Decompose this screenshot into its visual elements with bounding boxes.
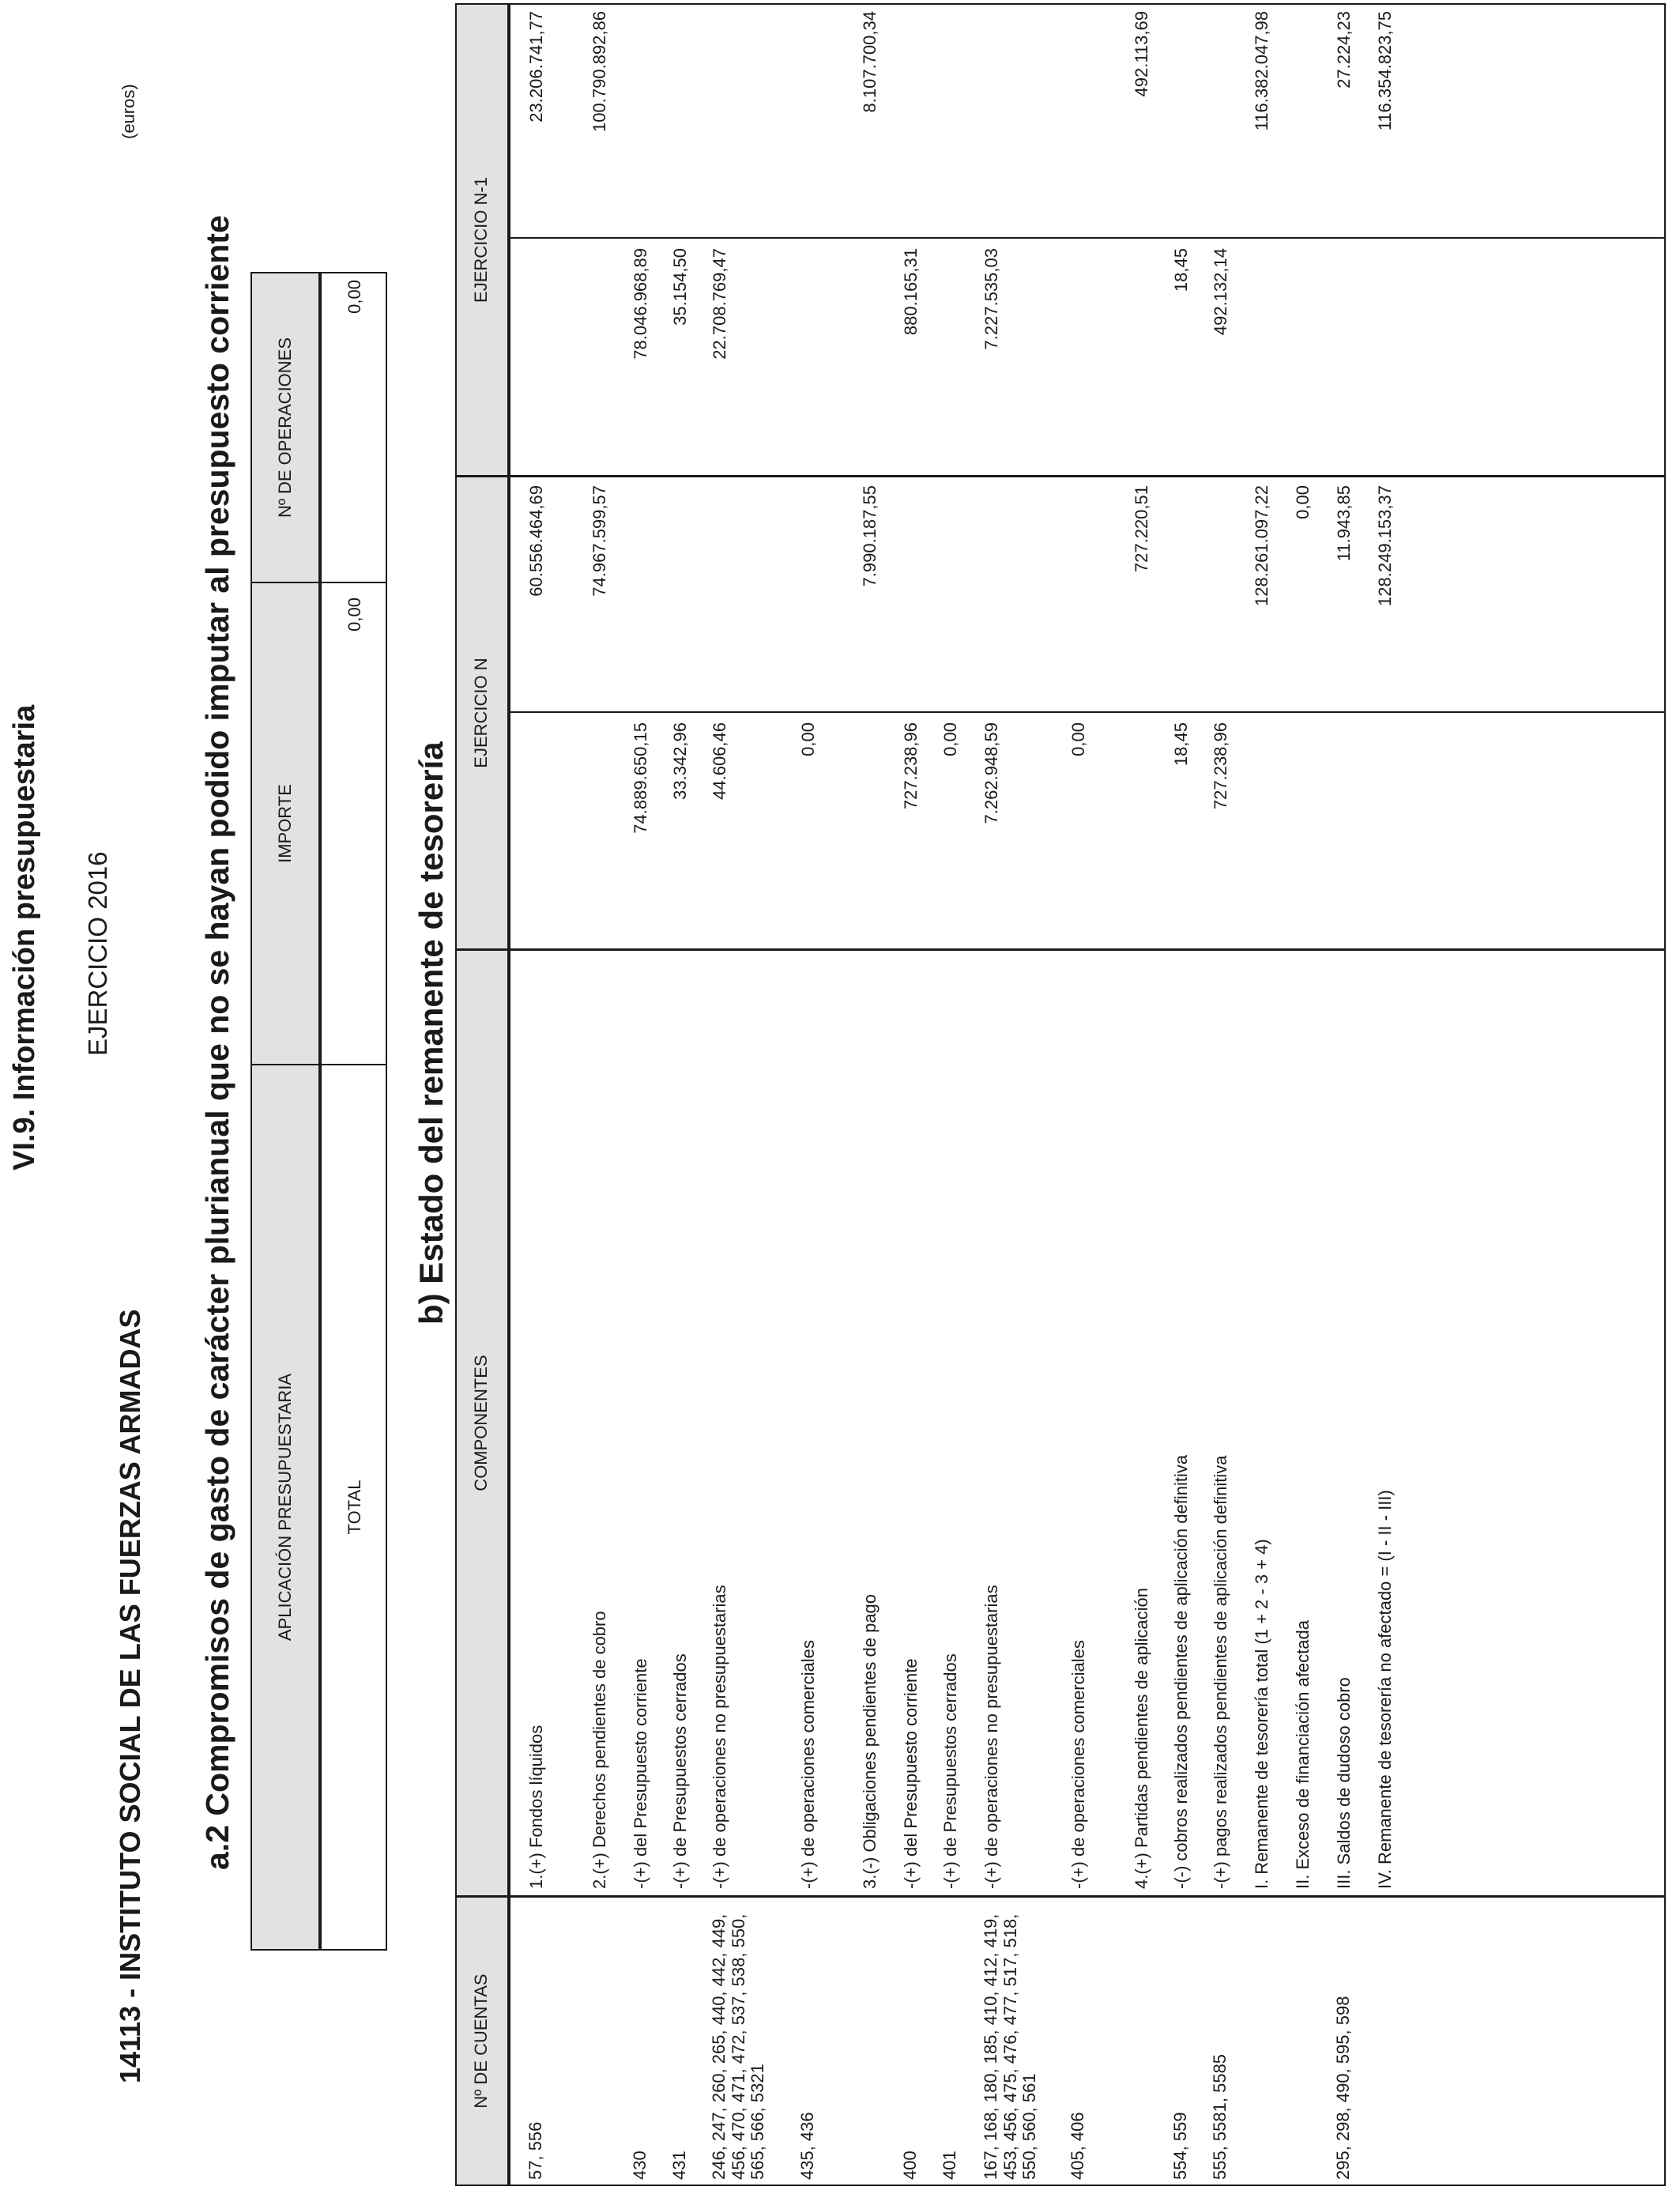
account-numbers: 555, 5581, 5585: [1210, 2053, 1230, 2180]
ejercicio-n-total: 0,00: [1293, 485, 1313, 519]
ejercicio-n-detail: 74.889.650,15: [631, 722, 650, 834]
ejercicio-n1-total: 100.790.892,86: [590, 11, 609, 132]
account-numbers: 401: [940, 2151, 959, 2180]
ejercicio-n-detail: 727.238,96: [1211, 722, 1230, 810]
col-operaciones: Nº DE OPERACIONES: [275, 337, 295, 518]
ejercicio-n-detail: 0,00: [1068, 722, 1088, 756]
ejercicio-n1-total: 23.206.741,77: [526, 11, 546, 123]
col-ejercicio-n: EJERCICIO N: [471, 658, 491, 768]
total-operaciones: 0,00: [345, 280, 364, 314]
component-label: -(+) del Presupuesto corriente: [631, 1658, 650, 1889]
total-importe: 0,00: [345, 598, 364, 631]
ejercicio-n-total: 128.249.153,37: [1375, 485, 1395, 606]
ejercicio-n-detail: 0,00: [798, 722, 818, 756]
component-label: -(+) de operaciones no presupuestarias: [981, 1585, 1001, 1889]
ejercicio-n1-total: 8.107.700,34: [860, 11, 880, 113]
component-label: I. Remanente de tesorería total (1 + 2 - 3 + 4): [1252, 1539, 1271, 1889]
account-numbers: 430: [630, 2151, 650, 2180]
component-label: -(+) de operaciones no presupuestarias: [710, 1585, 729, 1889]
account-numbers: 246, 247, 260, 265, 440, 442, 449, 456, 470, 471, 472, 537, 538, 550, 565, 566, 5321: [709, 1913, 768, 2180]
component-label: -(+) de Presupuestos cerrados: [940, 1653, 960, 1889]
component-label: 4.(+) Partidas pendientes de aplicación: [1132, 1588, 1151, 1889]
ejercicio-n-detail: 727.238,96: [901, 722, 921, 810]
ejercicio-n1-detail: 78.046.968,89: [631, 248, 650, 360]
component-label: 3.(-) Obligaciones pendientes de pago: [860, 1593, 880, 1889]
col-aplicacion: APLICACIÓN PRESUPUESTARIA: [275, 1373, 295, 1642]
ejercicio-n1-detail: 35.154,50: [670, 248, 690, 326]
col-componentes: COMPONENTES: [471, 1355, 491, 1491]
component-label: II. Exceso de financiación afectada: [1293, 1620, 1313, 1889]
fiscal-year: EJERCICIO 2016: [83, 851, 112, 1056]
account-numbers: 295, 298, 490, 595, 598: [1333, 1996, 1353, 2180]
ejercicio-n1-detail: 492.132,14: [1211, 248, 1230, 336]
account-numbers: 167, 168, 180, 185, 410, 412, 419, 453, 456, 475, 476, 477, 517, 518, 550, 560, 561: [981, 1913, 1040, 2180]
section-a-title: a.2 Compromisos de gasto de carácter plurianual que no se hayan podido imputar al presupuesto corriente: [199, 215, 235, 1870]
ejercicio-n-detail: 7.262.948,59: [981, 722, 1001, 824]
ejercicio-n1-detail: 7.227.535,03: [981, 248, 1001, 350]
ejercicio-n-total: 74.967.599,57: [590, 485, 609, 597]
component-label: -(-) cobros realizados pendientes de aplicación definitiva: [1171, 1454, 1191, 1889]
component-label: -(+) pagos realizados pendientes de aplicación definitiva: [1211, 1455, 1230, 1889]
ejercicio-n-total: 7.990.187,55: [860, 485, 880, 587]
entity-name: 14113 - INSTITUTO SOCIAL DE LAS FUERZAS ARMADAS: [114, 1309, 146, 2083]
component-label: 2.(+) Derechos pendientes de cobro: [590, 1611, 609, 1889]
col-importe: IMPORTE: [275, 784, 295, 863]
ejercicio-n1-total: 116.354.823,75: [1375, 11, 1395, 131]
component-label: -(+) de operaciones comerciales: [1068, 1640, 1088, 1889]
section-b-title: b) Estado del remanente de tesorería: [412, 741, 450, 1325]
account-numbers: 400: [900, 2151, 920, 2180]
account-numbers: 554, 559: [1170, 2112, 1190, 2180]
ejercicio-n1-detail: 22.708.769,47: [710, 248, 729, 360]
account-numbers: 431: [669, 2151, 689, 2180]
ejercicio-n-detail: 18,45: [1171, 722, 1191, 767]
component-label: -(+) del Presupuesto corriente: [901, 1658, 921, 1889]
page-title: VI.9. Información presupuestaria: [8, 704, 41, 1171]
ejercicio-n-detail: 44.606,46: [710, 722, 729, 800]
component-label: -(+) de Presupuestos cerrados: [670, 1653, 690, 1889]
account-numbers: 435, 436: [797, 2112, 817, 2180]
col-cuentas: Nº DE CUENTAS: [471, 1973, 491, 2109]
ejercicio-n1-total: 27.224,23: [1334, 11, 1354, 89]
component-label: -(+) de operaciones comerciales: [798, 1640, 818, 1889]
account-numbers: 405, 406: [1068, 2112, 1087, 2180]
ejercicio-n1-detail: 880.165,31: [901, 248, 921, 336]
ejercicio-n-detail: 0,00: [940, 722, 960, 756]
ejercicio-n-total: 727.220,51: [1132, 485, 1151, 573]
account-numbers: 57, 556: [525, 2121, 545, 2180]
ejercicio-n-total: 128.261.097,22: [1252, 485, 1271, 606]
ejercicio-n-total: 11.943,85: [1334, 485, 1354, 562]
ejercicio-n1-total: 492.113,69: [1132, 11, 1151, 97]
currency-unit: (euros): [119, 84, 138, 139]
ejercicio-n1-detail: 18,45: [1171, 248, 1191, 292]
ejercicio-n-detail: 33.342,96: [670, 722, 690, 800]
ejercicio-n-total: 60.556.464,69: [526, 485, 546, 597]
total-label: TOTAL: [345, 1480, 364, 1535]
component-label: 1.(+) Fondos líquidos: [526, 1725, 546, 1889]
ejercicio-n1-total: 116.382.047,98: [1252, 11, 1271, 131]
component-label: III. Saldos de dudoso cobro: [1334, 1677, 1354, 1889]
col-ejercicio-n1: EJERCICIO N-1: [471, 177, 491, 303]
component-label: IV. Remanente de tesorería no afectado = (I - II - III): [1375, 1490, 1395, 1889]
